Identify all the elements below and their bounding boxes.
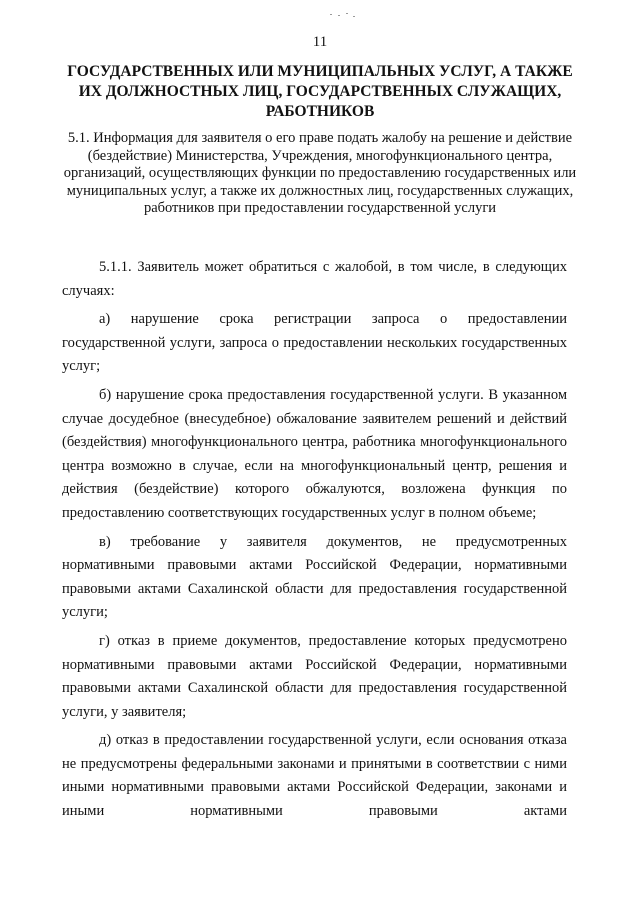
paragraph-item-d: д) отказ в предоставлении государственной услуги, если основания отказа не предусмотрены федеральными законами и принятыми в соответствии с ними иными нормативными правовыми актами Российской Федерации, законами и иными нормативными правовыми актами: [62, 732, 567, 820]
body-text: [62, 256, 567, 824]
subsection-title: 5.1. Информация для заявителя о его праве подать жалобу на решение и действие (бездействие) Министерства, Учреждения, многофункционального центра, организаций, осуществляющих функции по предоставлению государственных или муниципальных услуг, а также их должностных лиц, государственных служащих, работников при предоставлении государственной услуги: [63, 130, 577, 216]
scan-speck: [338, 15, 340, 16]
scan-speck: [353, 16, 355, 17]
paragraph-item-a: а) нарушение срока регистрации запроса о предоставлении государственной услуги, запроса о предоставлении нескольких государственных услуг;: [62, 311, 567, 375]
page-number: 11: [312, 34, 328, 50]
scan-speck: [346, 13, 348, 14]
paragraph-item-g: г) отказ в приеме документов, предоставление которых предусмотрено нормативными правовыми актами Российской Федерации, нормативными правовыми актами Сахалинской области для предоставления государственной услуги, у заявителя;: [62, 632, 567, 720]
paragraph-intro: 5.1.1. Заявитель может обратиться с жалобой, в том числе, в следующих случаях:: [62, 259, 567, 299]
paragraph-item-b: б) нарушение срока предоставления государственной услуги. В указанном случае досудебное (внесудебное) обжалование заявителем решений и действий (бездействия) многофункционального центра, работника многофункционального центра возможно в случае, если на многофункциональный центр, решения и действия (бездействие) которого обжалуются, возложена функция по предоставлению соответствующих государственных услуг в полном объеме;: [62, 386, 567, 521]
section-heading: ГОСУДАРСТВЕННЫХ ИЛИ МУНИЦИПАЛЬНЫХ УСЛУГ, А ТАКЖЕ ИХ ДОЛЖНОСТНЫХ ЛИЦ, ГОСУДАРСТВЕННЫХ СЛУЖАЩИХ, РАБОТНИКОВ: [67, 63, 573, 120]
scan-speck: [330, 14, 332, 15]
paragraph-item-v: в) требование у заявителя документов, не предусмотренных нормативными правовыми актами Российской Федерации, нормативными правовыми актами Сахалинской области для предоставления государственной услуги;: [62, 533, 567, 621]
